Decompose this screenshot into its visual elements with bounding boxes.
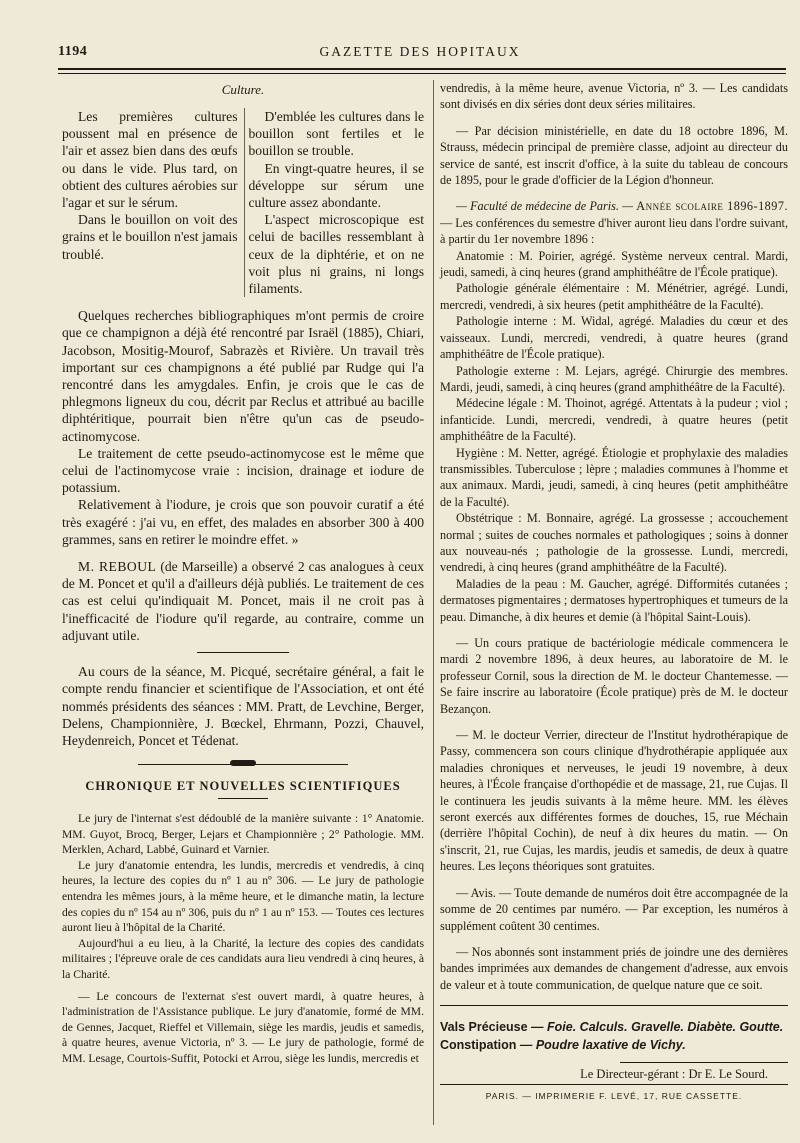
culture-left-para-2: Dans le bouillon on voit des grains et le bouillon n'est jamais troublé. xyxy=(62,212,238,262)
advert-line-2 xyxy=(440,1036,788,1054)
right-column xyxy=(440,80,788,1101)
column-divider xyxy=(433,80,434,1125)
culture-col-right xyxy=(245,108,425,297)
paragraph-iodure: Relativement à l'iodure, je crois que son pouvoir curatif a été très exagéré : j'ai vu, en effet, des malades en absorber 300 à 400 grammes, sans en retirer le moindre effet. » xyxy=(62,497,424,547)
conference-obstetrique: Obstétrique : M. Bonnaire, agrégé. La grossesse ; accouchement normal ; suites de couches normales et pathologiques ; soins à donner aux nouveau-nés ; pathologie de la grossesse. Lundi, mercredi, vendredi, à cinq heures (grand amphithéâtre de la Faculté). xyxy=(440,511,788,575)
faculte-lead: — Faculté de médecine de Paris. — xyxy=(456,199,637,214)
annee-scolaire: Année scolaire 1896-1897. xyxy=(636,199,788,214)
header-rule-thin xyxy=(58,73,786,74)
culture-left-para-1: Les premières cultures poussent mal en présence de l'air et assez bien dans des œufs ou dans le vide. Plus tard, on obtient des cultures aérobies sur l'agar et sur le sérum. xyxy=(62,109,238,211)
printer-rule xyxy=(440,1084,788,1085)
page-number: 1194 xyxy=(58,44,88,59)
conference-anatomie: Anatomie : M. Poirier, agrégé. Système nerveux central. Mardi, jeudi, samedi, à cinq heures (grand amphithéâtre de l'École pratique). xyxy=(440,248,788,280)
right-para-bacteriologie: — Un cours pratique de bactériologie médicale commencera le mardi 2 novembre 1896, à deux heures, au laboratoire de M. le professeur Cornil, sous la direction de M. le docteur Chantemesse. — Se faire inscrire au laboratoire (École pratique) près de M. le docteur Bezançon. xyxy=(440,636,788,716)
culture-title: Culture. xyxy=(221,82,265,97)
paragraph-reboul xyxy=(62,558,424,644)
chronique-internat: Le jury de l'internat s'est dédoublé de la manière suivante : 1° Anatomie. MM. Guyot, Brocq, Berger, Lejars et Championnière ; 2° Pathologie. MM. Merklen, Achard, Labbé, Guinard et Varnier. xyxy=(62,812,424,857)
advert-constipation: Constipation xyxy=(440,1038,517,1053)
section-rule xyxy=(197,652,289,653)
chronique-rule xyxy=(218,798,268,799)
paragraph-reboul-text: (de Marseille) a observé 2 cas analogues à ceux de M. Poncet et qu'il a d'ailleurs déjà publiés. Le traitement de ces cas est celui qu'indiquait M. Poncet, mais il ne croit pas à l'inefficacité de l'iodure qu'il regarde, au contraire, comme un adjuvant utile. xyxy=(62,559,424,643)
advert-vals: Vals Précieuse xyxy=(440,1020,528,1035)
right-para-abonnes: — Nos abonnés sont instamment priés de joindre une des dernières bandes imprimées aux demandes de changement d'adresse, aux envois de valeur et à toute communication, de quelque nature que ce soit. xyxy=(440,944,788,992)
culture-right-para-3: L'aspect microscopique est celui de bacilles ressemblant à ceux de la diphtérie, et on ne voit plus ni grains, ni longs filaments. xyxy=(248,212,424,297)
header-rule-thick xyxy=(58,68,786,70)
right-para-faculte xyxy=(440,198,788,247)
paragraph-seance: Au cours de la séance, M. Picqué, secrétaire général, a fait le compte rendu financier et scientifique de l'Association, et ont été nommés présidents des séances : MM. Pratt, de Levchine, Berger, Delens, Championnière, J. Bœckel, Ehrmann, Pozzi, Chauvel, Heydenreich, Poncet et Tédenat. xyxy=(62,664,424,748)
chronique-externat: — Le concours de l'externat s'est ouvert mardi, à quatre heures, à l'administration de l'Assistance publique. Le jury d'anatomie, formé de MM. de Gennes, Jacquet, Rieffel et Villemain, siège les mardis, jeudis et samedis, à quatre heures, avenue Victoria, nº 3. — Le jury de pathologie, formé de MM. Lesage, Courtois-Suffit, Potocki et Arrou, siège les lundis, mercredis et xyxy=(62,989,424,1066)
advert-constipation-text: — Poudre laxative de Vichy. xyxy=(516,1038,686,1053)
signature: Le Directeur-gérant : Dr E. Le Sourd. xyxy=(580,1067,768,1082)
conference-peau: Maladies de la peau : M. Gaucher, agrégé. Difformités cutanées ; dermatoses pigmentaires ; dermatoses hypertrophiques et tumeurs de la peau. Dimanche, à dix heures et demie (à l'hôpital Saint-Louis). xyxy=(440,576,788,624)
advert-rule xyxy=(440,1005,788,1006)
conference-medecine-legale: Médecine légale : M. Thoinot, agrégé. Attentats à la pudeur ; viol ; infanticide. Lundi, mercredi, vendredi, à quatre heures (petit amphithéâtre de la Faculté). xyxy=(440,396,788,444)
culture-comparison xyxy=(62,108,424,297)
culture-col-left xyxy=(62,108,245,297)
conference-pathologie-interne: Pathologie interne : M. Widal, agrégé. Maladies du cœur et des vaisseaux. Lundi, mercredi, vendredi, à quatre heures (grand amphithéâtre de l'École pratique). xyxy=(440,314,788,362)
printer-line: PARIS. — IMPRIMERIE F. LEVÉ, 17, RUE CASSETTE. xyxy=(485,1091,743,1102)
conference-pathologie-generale: Pathologie générale élémentaire : M. Ménétrier, agrégé. Lundi, mercredi, vendredi, à six heures (petit amphithéâtre de la Faculté). xyxy=(440,281,788,312)
culture-right-para-1: D'emblée les cultures dans le bouillon sont fertiles et le bouillon se trouble. xyxy=(248,109,424,159)
right-para-strauss: — Par décision ministérielle, en date du 18 octobre 1896, M. Strauss, médecin principal de première classe, adjoint au directeur du service de santé, est inscrit d'office, à la suite du tableau de concours de 1895, pour le grade d'officier de la Légion d'honneur. xyxy=(440,123,788,188)
signature-rule xyxy=(620,1062,788,1063)
advertisement xyxy=(440,1018,788,1054)
ornamental-divider xyxy=(138,759,348,769)
author-reboul: M. REBOUL xyxy=(78,559,157,575)
conference-hygiene: Hygiène : M. Netter, agrégé. Étiologie et prophylaxie des maladies transmissibles. Tuberculose ; lèpre ; maladies communes à l'homme et aux animaux. Mardi, jeudi, samedi, à cinq heures (petit amphithéâtre de la Faculté). xyxy=(440,445,788,509)
advert-line-1 xyxy=(440,1018,788,1036)
chronique-charite: Aujourd'hui a eu lieu, à la Charité, la lecture des copies des candidats militaires ; l'épreuve orale de ces candidats aura lieu vendredi à cinq heures, à la Charité. xyxy=(62,936,424,982)
right-para-avis: — Avis. — Toute demande de numéros doit être accompagnée de la somme de 20 centimes par numéro. — Par exception, les numéros à supplément coûtent 30 centimes. xyxy=(440,885,788,933)
paragraph-treatment: Le traitement de cette pseudo-actinomycose est le même que celui de l'actinomycose vraie : incision, drainage et iodure de potassium. xyxy=(62,445,424,496)
chronique-jury-anatomie: Le jury d'anatomie entendra, les lundis, mercredis et vendredis, à cinq heures, la lecture des copies du nº 1 au nº 306. — Le jury de pathologie entendra les mêmes jours, à la même heure, et le dimanche matin, la lecture des copies du nº 154 au nº 306, puis du nº 1 au nº 153. — Toutes ces lectures auront lieu à l'hôpital de la Charité. xyxy=(62,858,424,935)
running-head xyxy=(58,44,782,64)
left-column xyxy=(62,82,424,1067)
right-para-candidats: vendredis, à la même heure, avenue Victoria, nº 3. — Les candidats sont divisés en dix séries dont deux séries militaires. xyxy=(440,81,788,112)
journal-title: GAZETTE DES HOPITAUX xyxy=(319,44,521,59)
chronique-heading: CHRONIQUE ET NOUVELLES SCIENTIFIQUES xyxy=(85,779,401,794)
paragraph-bibliography: Quelques recherches bibliographiques m'ont permis de croire que ce champignon a déjà été rencontré par Israël (1885), Chiari, Jacobson, Mositig-Mourof, Sabrazès et Rivière. Un travail très important sur ces champignons a été publié par Rudge qui l'a rencontré dans les amygdales. Enfin, je crois que le cas de phlegmons ligneux du cou, décrit par Reclus et attribué au bacille diphtéritique, pourrait bien n'être qu'un cas de pseudo-actinomycose. xyxy=(62,308,424,444)
right-para-hydrotherapie: — M. le docteur Verrier, directeur de l'Institut hydrothérapique de Passy, commencera son cours clinique d'hydrothérapie appliquée aux maladies chroniques et nerveuses, le jeudi 19 novembre, à deux heures, à l'École française d'orthopédie et de massage, 21, rue Cujas. Il le continuera les jeudis suivants à la même heure. MM. les élèves seront exercés aux différentes formes de douches, 15, rue Méchain (derrière l'hôpital Cochin), de neuf à dix heures du matin. — On s'inscrit, 21, rue Cujas, les mardis, jeudis et samedis, de deux à quatre heures. Les leçons théoriques sont gratuites. xyxy=(440,728,788,874)
faculte-text: — Les conférences du semestre d'hiver auront lieu dans l'ordre suivant, à partir du 1er novembre 1896 : xyxy=(440,215,788,247)
advert-vals-text: — Foie. Calculs. Gravelle. Diabète. Goutte. xyxy=(527,1020,784,1035)
culture-right-para-2: En vingt-quatre heures, il se développe sur sérum une culture assez abondante. xyxy=(248,160,424,211)
conference-pathologie-externe: Pathologie externe : M. Lejars, agrégé. Chirurgie des membres. Mardi, jeudi, samedi, à cinq heures (grand amphithéâtre de la Faculté). xyxy=(440,363,788,394)
